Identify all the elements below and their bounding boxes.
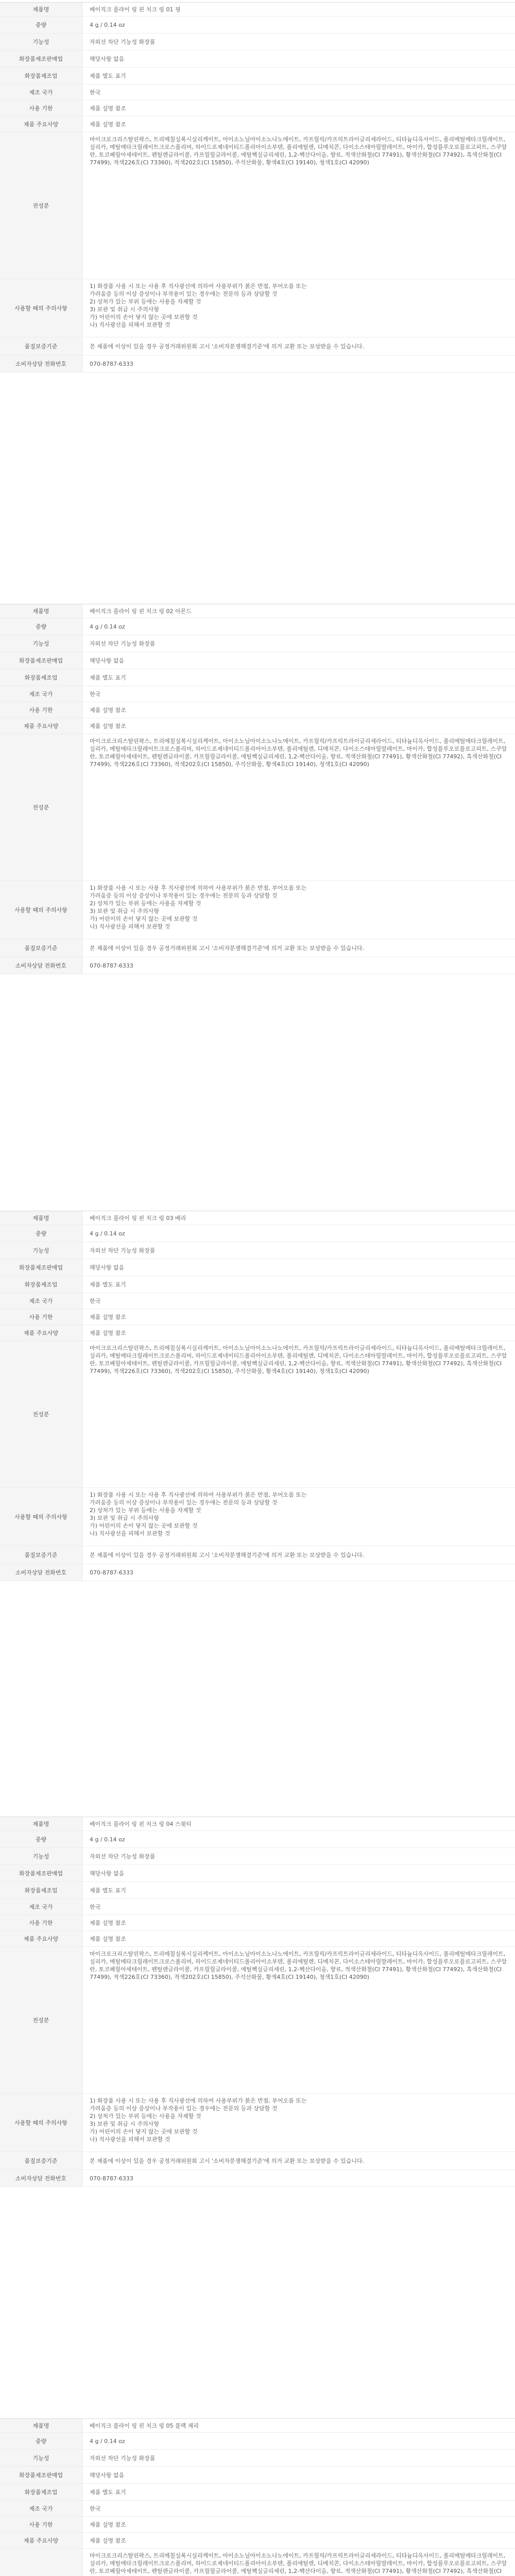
- row-value: 4 g / 0.14 oz: [90, 1230, 125, 1237]
- row-value: 1) 화장품 사용 시 또는 사용 후 직사광선에 의하여 사용부위가 붉은 반점, 부어오름 또는 가려움증 등의 이상 증상이나 부작용이 있는 경우에는 전문의 등과 상담할 것 2) 상처가 있는 부위 등에는 사용을 자제할 것 3) 보관 및 취급 시 주의사항 가) 어린이의 손이 닿지 않는 곳에 보관할 것 나) 직사광선을 피해서 보관할 것: [90, 1492, 307, 1537]
- row-registration: [0, 1865, 515, 1882]
- row-ingredients: [0, 1947, 515, 2094]
- row-value: 070-8787-6333: [90, 962, 133, 969]
- row-label: 기능성: [0, 635, 82, 652]
- row-value: 4 g / 0.14 oz: [90, 1836, 125, 1843]
- row-contact-phone: [0, 1564, 515, 1581]
- row-caution: [0, 279, 515, 337]
- row-label: 화장품제조업: [0, 1882, 82, 1899]
- row-value: 해당사항 없음: [90, 1870, 125, 1877]
- row-spec: [0, 2533, 515, 2549]
- row-label: 중량: [0, 618, 82, 635]
- row-ingredients: [0, 2549, 515, 2576]
- row-value: 제품 별도 표기: [90, 2488, 126, 2496]
- row-value: 제품 설명 참조: [90, 121, 126, 128]
- row-value: 제품 설명 참조: [90, 1919, 126, 1926]
- row-weight: [0, 1225, 515, 1242]
- row-value: 마이크로크리스탈린왁스, 트리메칠실록시실리케이트, 아이소노닐아이소노나노에이트, 카프릴릭/카프릭트라이글리세라이드, 티타늄디옥사이드, 폴리메틸메타크릴레이트, 실리카, 메틸메타크릴레이트크로스폴리머, 하이드로제네이티드폴리아이소부텐, 폴리에틸렌, 디메치콘, 다이소스테아릴말레이트, 마이카, 합성플루오로플로고피트, 스쿠알란, 토코페릴아세테이트, 펜틸렌글라이콜, 카프릴릴글라이콜, 에틸헥실글리세린, 1,2-헥산다이올, 향료, 적색산화철(CI 77491), 황색산화철(CI 77492), 흑색산화철(CI 77499), 적색226호(CI 73360), 적색202호(CI 15850), 주석산화물, 황색4호(CI 19140), 청색1호(CI 42090): [90, 1345, 507, 1375]
- row-value: 제품 별도 표기: [90, 1887, 126, 1894]
- row-caution: [0, 2094, 515, 2152]
- row-value: 제품 설명 참조: [90, 105, 126, 112]
- row-label: 소비자상담 전화번호: [0, 355, 82, 372]
- product-table: [0, 2418, 515, 2576]
- row-label: 제품 주요사양: [0, 1931, 82, 1946]
- row-label: 화장품제조업: [0, 1276, 82, 1293]
- row-function: [0, 1242, 515, 1259]
- row-label: 제품 주요사양: [0, 2533, 82, 2548]
- row-weight: [0, 618, 515, 635]
- row-value: 베이직크 플라이 링 핀 치크 링 02 아몬드: [90, 607, 192, 615]
- row-label: 제품명: [0, 1817, 82, 1831]
- row-contact-phone: [0, 355, 515, 372]
- row-label: 사용 기한: [0, 1309, 82, 1325]
- row-value: 1) 화장품 사용 시 또는 사용 후 직사광선에 의하여 사용부위가 붉은 반점, 부어오름 또는 가려움증 등의 이상 증상이나 부작용이 있는 경우에는 전문의 등과 상담할 것 2) 상처가 있는 부위 등에는 사용을 자제할 것 3) 보관 및 취급 시 주의사항 가) 어린이의 손이 닿지 않는 곳에 보관할 것 나) 직사광선을 피해서 보관할 것: [90, 283, 307, 328]
- row-value: 제품 별도 표기: [90, 674, 126, 681]
- row-value: 1) 화장품 사용 시 또는 사용 후 직사광선에 의하여 사용부위가 붉은 반점, 부어오름 또는 가려움증 등의 이상 증상이나 부작용이 있는 경우에는 전문의 등과 상담할 것 2) 상처가 있는 부위 등에는 사용을 자제할 것 3) 보관 및 취급 시 주의사항 가) 어린이의 손이 닿지 않는 곳에 보관할 것 나) 직사광선을 피해서 보관할 것: [90, 885, 307, 930]
- row-ingredients: [0, 1341, 515, 1488]
- row-manufacturer: [0, 1276, 515, 1293]
- row-label: 중량: [0, 1831, 82, 1848]
- row-value: 자외선 차단 기능성 화장품: [90, 1247, 156, 1254]
- row-caution: [0, 1488, 515, 1546]
- row-label: [0, 2549, 82, 2576]
- row-weight: [0, 16, 515, 33]
- row-value: 본 제품에 이상이 있을 경우 공정거래위원회 고시 '소비자분쟁해결기준'에 의거 교환 또는 보상받을 수 있습니다.: [90, 343, 365, 350]
- row-label: 제조 국가: [0, 1293, 82, 1309]
- row-expiry: [0, 1915, 515, 1931]
- row-product-name: [0, 2419, 515, 2433]
- row-value: 제품 별도 표기: [90, 72, 126, 79]
- row-function: [0, 1848, 515, 1865]
- row-value: 베이직크 플라이 링 핀 치크 링 04 스윗티: [90, 1820, 192, 1827]
- row-label: 제조 국가: [0, 2501, 82, 2516]
- row-value: 4 g / 0.14 oz: [90, 623, 125, 630]
- row-value: 해당사항 없음: [90, 1264, 125, 1271]
- row-value: 4 g / 0.14 oz: [90, 21, 125, 28]
- row-product-name: [0, 3, 515, 16]
- row-value: 마이크로크리스탈린왁스, 트리메칠실록시실리케이트, 아이소노닐아이소노나노에이트, 카프릴릭/카프릭트라이글리세라이드, 티타늄디옥사이드, 폴리메틸메타크릴레이트, 실리카, 메틸메타크릴레이트크로스폴리머, 하이드로제네이티드폴리아이소부텐, 폴리에틸렌, 디메치콘, 다이소스테아릴말레이트, 마이카, 합성플루오로플로고피트, 스쿠알란, 토코페릴아세테이트, 펜틸렌글라이콜, 카프릴릴글라이콜, 에틸헥실글리세린, 1,2-헥산다이올, 향료, 적색산화철(CI 77491), 황색산화철(CI 77492), 흑색산화철(CI 77499), 적색226호(CI 73360), 적색202호(CI 15850), 주석산화물, 황색4호(CI 19140), 청색1호(CI 42090): [90, 1951, 507, 1980]
- row-label: 화장품제조판매업: [0, 1865, 82, 1882]
- row-value: 자외선 차단 기능성 화장품: [90, 2454, 156, 2462]
- row-value: 한국: [90, 89, 101, 96]
- row-registration: [0, 652, 515, 669]
- row-label: 전성분: [0, 1947, 82, 2093]
- row-label: 소비자상담 전화번호: [0, 2170, 82, 2187]
- row-label: 화장품제조판매업: [0, 652, 82, 669]
- row-manufacturer: [0, 1882, 515, 1899]
- row-label: 기능성: [0, 1848, 82, 1865]
- row-contact-phone: [0, 2170, 515, 2187]
- product-table: [0, 1211, 515, 1581]
- row-label: 사용할 때의 주의사항: [0, 881, 82, 939]
- row-label: 기능성: [0, 33, 82, 50]
- row-product-name: [0, 604, 515, 618]
- row-value: 제품 설명 참조: [90, 722, 126, 730]
- row-manufacturer: [0, 67, 515, 84]
- row-quality-standard: [0, 1546, 515, 1564]
- row-value: 본 제품에 이상이 있을 경우 공정거래위원회 고시 '소비자분쟁해결기준'에 의거 교환 또는 보상받을 수 있습니다.: [90, 2157, 365, 2164]
- row-value: 한국: [90, 1903, 101, 1910]
- row-expiry: [0, 702, 515, 718]
- row-origin: [0, 2501, 515, 2517]
- row-spec: [0, 116, 515, 132]
- row-label: 제품명: [0, 3, 82, 16]
- row-quality-standard: [0, 337, 515, 355]
- row-value: 제품 설명 참조: [90, 2537, 126, 2544]
- row-label: 품질보증기준: [0, 337, 82, 355]
- row-label: 전성분: [0, 1341, 82, 1487]
- row-label: 사용할 때의 주의사항: [0, 279, 82, 337]
- row-spec: [0, 1325, 515, 1341]
- row-label: 사용 기한: [0, 2517, 82, 2532]
- row-product-name: [0, 1211, 515, 1225]
- row-label: 사용 기한: [0, 702, 82, 718]
- row-value: 해당사항 없음: [90, 2471, 125, 2479]
- row-value: 제품 설명 참조: [90, 1313, 126, 1320]
- row-value: 제품 설명 참조: [90, 2521, 126, 2528]
- row-caution: [0, 881, 515, 939]
- row-label: 제품명: [0, 2419, 82, 2432]
- row-label: 전성분: [0, 734, 82, 880]
- row-value: 자외선 차단 기능성 화장품: [90, 1853, 156, 1860]
- row-label: 사용 기한: [0, 1915, 82, 1930]
- row-label: 화장품제조판매업: [0, 1259, 82, 1276]
- row-registration: [0, 1259, 515, 1276]
- row-quality-standard: [0, 939, 515, 957]
- row-label: 기능성: [0, 1242, 82, 1259]
- row-function: [0, 2450, 515, 2467]
- row-product-name: [0, 1817, 515, 1831]
- product-table: [0, 604, 515, 974]
- row-registration: [0, 2467, 515, 2484]
- row-registration: [0, 50, 515, 67]
- row-label: 기능성: [0, 2450, 82, 2466]
- row-origin: [0, 1293, 515, 1309]
- row-spec: [0, 1931, 515, 1947]
- row-value: 한국: [90, 1297, 101, 1304]
- row-manufacturer: [0, 2484, 515, 2501]
- product-table: [0, 2, 515, 372]
- row-spec: [0, 718, 515, 734]
- row-label: 제조 국가: [0, 1899, 82, 1914]
- row-label: 제품명: [0, 604, 82, 618]
- row-value: 자외선 차단 기능성 화장품: [90, 640, 156, 647]
- row-function: [0, 33, 515, 50]
- row-weight: [0, 2433, 515, 2450]
- row-label: 화장품제조판매업: [0, 2467, 82, 2483]
- row-value: 한국: [90, 690, 101, 698]
- row-manufacturer: [0, 669, 515, 686]
- row-label: 화장품제조업: [0, 2484, 82, 2500]
- row-expiry: [0, 100, 515, 116]
- row-value: 제품 설명 참조: [90, 1329, 126, 1336]
- row-label: 품질보증기준: [0, 2152, 82, 2170]
- row-label: 중량: [0, 1225, 82, 1242]
- row-quality-standard: [0, 2152, 515, 2170]
- row-value: 본 제품에 이상이 있을 경우 공정거래위원회 고시 '소비자분쟁해결기준'에 의거 교환 또는 보상받을 수 있습니다.: [90, 1551, 365, 1558]
- row-label: 화장품제조업: [0, 669, 82, 686]
- row-origin: [0, 84, 515, 100]
- row-label: 중량: [0, 2433, 82, 2449]
- row-label: 전성분: [0, 132, 82, 279]
- row-value: 베이직크 플라이 링 핀 치크 링 05 블랙 체리: [90, 2422, 199, 2429]
- row-expiry: [0, 1309, 515, 1325]
- row-label: 사용할 때의 주의사항: [0, 2094, 82, 2151]
- row-label: 사용 기한: [0, 100, 82, 116]
- row-value: 본 제품에 이상이 있을 경우 공정거래위원회 고시 '소비자분쟁해결기준'에 의거 교환 또는 보상받을 수 있습니다.: [90, 944, 365, 952]
- row-value: 070-8787-6333: [90, 1569, 133, 1576]
- row-value: 070-8787-6333: [90, 360, 133, 367]
- row-ingredients: [0, 734, 515, 881]
- row-label: 제품 주요사양: [0, 116, 82, 132]
- row-value: 4 g / 0.14 oz: [90, 2437, 125, 2445]
- row-value: 제품 설명 참조: [90, 1935, 126, 1942]
- row-value: 베이직크 플라이 링 핀 치크 링 03 베리: [90, 1214, 186, 1222]
- row-value: 해당사항 없음: [90, 657, 125, 664]
- row-label: 화장품제조업: [0, 67, 82, 84]
- row-value: 제품 설명 참조: [90, 706, 126, 714]
- row-value: 마이크로크리스탈린왁스, 트리메칠실록시실리케이트, 아이소노닐아이소노나노에이트, 카프릴릭/카프릭트라이글리세라이드, 티타늄디옥사이드, 폴리메틸메타크릴레이트, 실리카, 메틸메타크릴레이트크로스폴리머, 하이드로제네이티드폴리아이소부텐, 폴리에틸렌, 디메치콘, 다이소스테아릴말레이트, 마이카, 합성플루오로플로고피트, 스쿠알란, 토코페릴아세테이트, 펜틸렌글라이콜, 카프릴릴글라이콜, 에틸헥실글리세린, 1,2-헥산다이올, 향료, 적색산화철(CI 77491), 황색산화철(CI 77492), 흑색산화철(CI 77499), 적색226호(CI 73360), 적색202호(CI 15850), 주석산화물, 황색4호(CI 19140), 청색1호(CI 42090): [90, 738, 507, 768]
- row-label: 사용할 때의 주의사항: [0, 1488, 82, 1546]
- row-value: 자외선 차단 기능성 화장품: [90, 38, 156, 45]
- row-label: 화장품제조판매업: [0, 50, 82, 67]
- row-function: [0, 635, 515, 652]
- row-label: 제조 국가: [0, 84, 82, 100]
- row-origin: [0, 686, 515, 702]
- row-origin: [0, 1899, 515, 1915]
- row-label: 소비자상담 전화번호: [0, 1564, 82, 1581]
- row-value: 한국: [90, 2505, 101, 2512]
- row-label: 제품 주요사양: [0, 1325, 82, 1341]
- row-contact-phone: [0, 957, 515, 974]
- row-label: 제품명: [0, 1211, 82, 1225]
- product-table: [0, 1817, 515, 2187]
- row-label: 중량: [0, 16, 82, 33]
- row-value: 1) 화장품 사용 시 또는 사용 후 직사광선에 의하여 사용부위가 붉은 반점, 부어오름 또는 가려움증 등의 이상 증상이나 부작용이 있는 경우에는 전문의 등과 상담할 것 2) 상처가 있는 부위 등에는 사용을 자제할 것 3) 보관 및 취급 시 주의사항 가) 어린이의 손이 닿지 않는 곳에 보관할 것 나) 직사광선을 피해서 보관할 것: [90, 2097, 307, 2143]
- row-ingredients: [0, 132, 515, 279]
- row-value: 마이크로크리스탈린왁스, 트리메칠실록시실리케이트, 아이소노닐아이소노나노에이트, 카프릴릭/카프릭트라이글리세라이드, 티타늄디옥사이드, 폴리메틸메타크릴레이트, 실리카, 메틸메타크릴레이트크로스폴리머, 하이드로제네이티드폴리아이소부텐, 폴리에틸렌, 디메치콘, 다이소스테아릴말레이트, 마이카, 합성플루오로플로고피트, 스쿠알란, 토코페릴아세테이트, 펜틸렌글라이콜, 카프릴릴글라이콜, 에틸헥실글리세린, 1,2-헥산다이올, 향료, 적색산화철(CI 77491), 황색산화철(CI 77492), 흑색산화철(CI 77499), 적색226호(CI 73360), 적색202호(CI 15850), 주석산화물, 황색4호(CI 19140), 청색1호(CI 42090): [90, 136, 507, 166]
- row-label: 소비자상담 전화번호: [0, 957, 82, 974]
- row-value: 제품 별도 표기: [90, 1281, 126, 1288]
- row-label: 제조 국가: [0, 686, 82, 702]
- row-value: 070-8787-6333: [90, 2175, 133, 2182]
- row-expiry: [0, 2517, 515, 2533]
- row-label: 제품 주요사양: [0, 718, 82, 734]
- row-label: 품질보증기준: [0, 939, 82, 957]
- row-value: 해당사항 없음: [90, 55, 125, 62]
- row-value: 베이직크 플라이 링 핀 치크 링 01 핑: [90, 6, 181, 13]
- row-label: 품질보증기준: [0, 1546, 82, 1564]
- row-value: 마이크로크리스탈린왁스, 트리메칠실록시실리케이트, 아이소노닐아이소노나노에이트, 카프릴릭/카프릭트라이글리세라이드, 티타늄디옥사이드, 폴리메틸메타크릴레이트, 실리카, 메틸메타크릴레이트크로스폴리머, 하이드로제네이티드폴리아이소부텐, 폴리에틸렌, 디메치콘, 다이소스테아릴말레이트, 마이카, 합성플루오로플로고피트, 스쿠알란, 토코페릴아세테이트, 펜틸렌글라이콜, 카프릴릴글라이콜, 에틸헥실글리세린, 1,2-헥산다이올, 향료, 적색산화철(CI 77491), 황색산화철(CI 77492), 흑색산화철(CI: [90, 2552, 507, 2574]
- row-weight: [0, 1831, 515, 1848]
